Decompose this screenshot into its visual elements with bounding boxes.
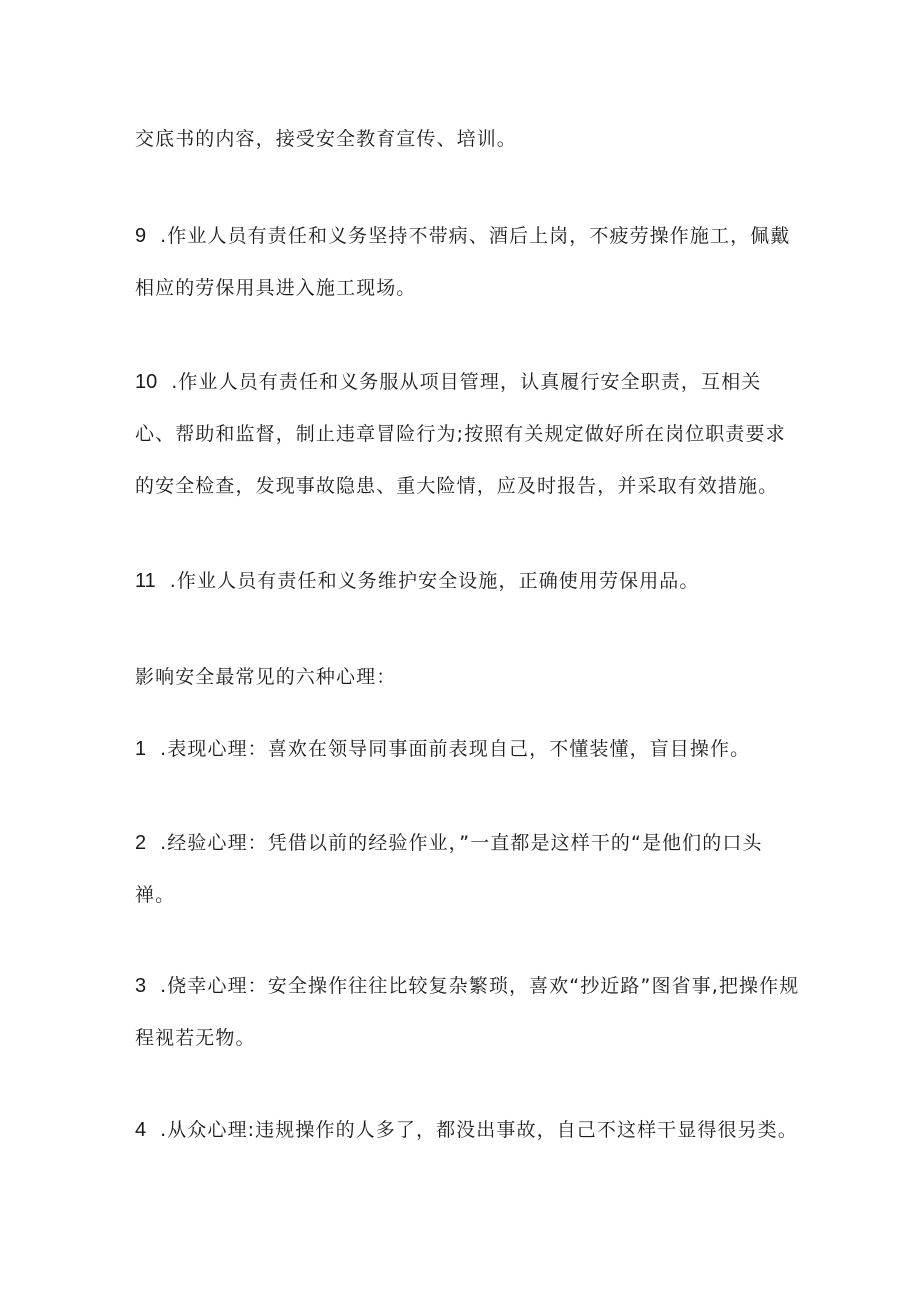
item-number: 4 xyxy=(135,1119,147,1141)
paragraph-item-10 xyxy=(135,356,800,512)
paragraph-item-1 xyxy=(135,723,800,775)
section-heading xyxy=(135,651,800,703)
paragraph-text: .从众心理:违规操作的人多了，都没出事故，自己不这样干显得很另类。 xyxy=(160,1119,798,1141)
item-number: 11 xyxy=(135,570,156,592)
paragraph-item-11 xyxy=(135,555,800,607)
paragraph-text: 影响安全最常见的六种心理： xyxy=(135,666,397,688)
paragraph-text: .作业人员有责任和义务维护安全设施，正确使用劳保用品。 xyxy=(169,570,700,592)
paragraph-text: .作业人员有责任和义务服从项目管理，认真履行安全职责，互相关心、帮助和监督，制止违章冒险行为;按照有关规定做好所在岗位职责要求的安全检查，发现事故隐患、重大险情，应及时报告，并采取有效措施。 xyxy=(135,371,786,497)
paragraph-text: .作业人员有责任和义务坚持不带病、酒后上岗，不疲劳操作施工，佩戴相应的劳保用具进入施工现场。 xyxy=(135,225,791,299)
item-number: 1 xyxy=(135,738,147,760)
item-number: 2 xyxy=(135,832,147,854)
paragraph-item-3 xyxy=(135,960,800,1064)
paragraph-item-4 xyxy=(135,1104,800,1156)
paragraph-text: .经验心理：凭借以前的经验作业，”一直都是这样干的“是他们的口头禅。 xyxy=(135,832,763,906)
paragraph-continuation xyxy=(135,113,800,165)
paragraph-text: .表现心理：喜欢在领导同事面前表现自己，不懂装懂，盲目操作。 xyxy=(160,738,751,760)
paragraph-item-9 xyxy=(135,210,800,314)
item-number: 3 xyxy=(135,975,147,997)
paragraph-item-2 xyxy=(135,817,800,921)
paragraph-text: 交底书的内容，接受安全教育宣传、培训。 xyxy=(135,128,517,150)
item-number: 9 xyxy=(135,225,147,247)
item-number: 10 xyxy=(135,371,158,393)
paragraph-text: .侥幸心理：安全操作往往比较复杂繁琐，喜欢“抄近路”图省事,把操作规程视若无物。 xyxy=(135,975,800,1049)
